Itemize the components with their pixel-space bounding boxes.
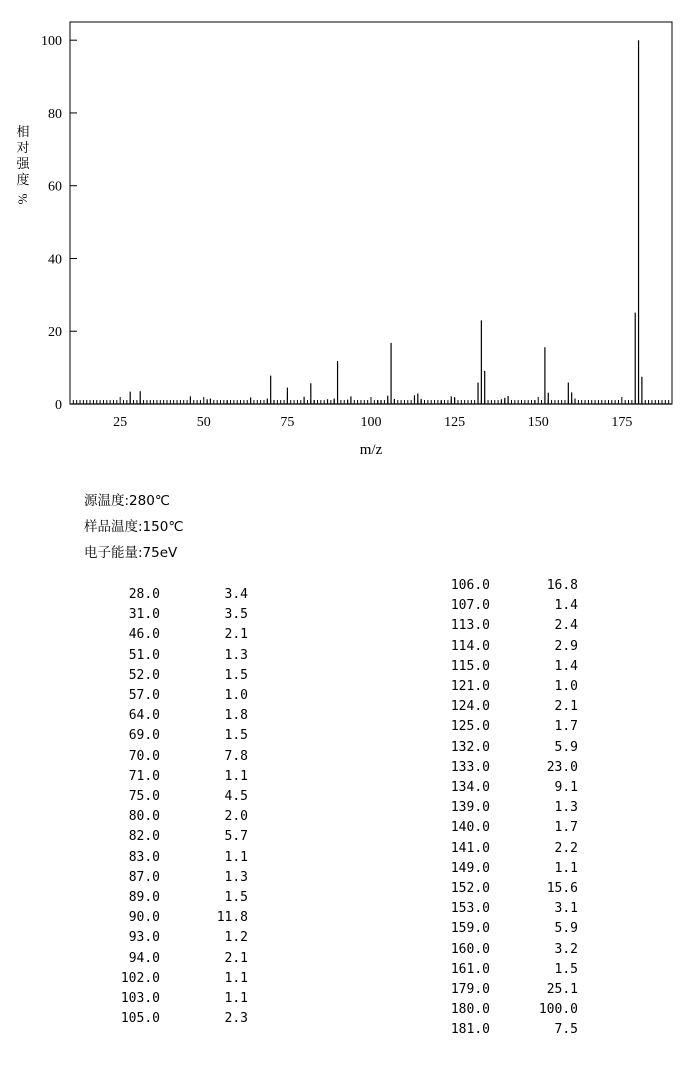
peak-mz: 107.0 bbox=[450, 598, 490, 614]
peak-mz: 64.0 bbox=[128, 708, 160, 724]
peak-intensity: 25.1 bbox=[546, 982, 578, 998]
peak-row bbox=[428, 839, 578, 859]
spectrum-peaks bbox=[130, 40, 642, 404]
peak-row bbox=[98, 868, 248, 888]
peak-mz: 75.0 bbox=[128, 789, 160, 805]
peak-mz: 102.0 bbox=[120, 970, 160, 986]
peak-row bbox=[428, 960, 578, 980]
peak-intensity: 100.0 bbox=[538, 1002, 578, 1018]
peak-row bbox=[428, 798, 578, 818]
peak-intensity: 1.2 bbox=[224, 930, 248, 946]
peak-mz: 153.0 bbox=[450, 901, 490, 917]
peak-intensity: 7.5 bbox=[554, 1022, 578, 1038]
electron-energy: 电子能量:75eV bbox=[84, 545, 178, 561]
y-axis-label-char-2: 强 bbox=[16, 157, 30, 172]
y-tick-label: 80 bbox=[48, 106, 62, 122]
peak-row bbox=[428, 1000, 578, 1020]
y-axis-label-char-0: 相 bbox=[16, 125, 30, 140]
peak-intensity: 2.1 bbox=[224, 627, 248, 643]
peak-intensity: 3.4 bbox=[224, 587, 248, 602]
peak-intensity: 11.8 bbox=[216, 910, 248, 926]
y-tick-label: 0 bbox=[55, 398, 62, 413]
peak-mz: 124.0 bbox=[450, 699, 490, 715]
x-tick-label: 100 bbox=[360, 415, 382, 430]
peak-mz: 106.0 bbox=[450, 578, 490, 593]
x-tick-label: 125 bbox=[444, 415, 466, 430]
peak-row bbox=[428, 657, 578, 677]
peak-intensity: 2.9 bbox=[554, 638, 578, 654]
peak-table-right bbox=[428, 576, 578, 1041]
peak-mz: 83.0 bbox=[128, 849, 160, 865]
peak-row bbox=[428, 697, 578, 717]
peak-intensity: 1.1 bbox=[224, 768, 248, 784]
y-tick-label: 100 bbox=[41, 34, 62, 50]
peak-row bbox=[98, 787, 248, 807]
peak-row bbox=[98, 888, 248, 908]
peak-intensity: 1.0 bbox=[554, 679, 578, 695]
peak-intensity: 2.0 bbox=[224, 809, 248, 825]
peak-intensity: 1.7 bbox=[554, 820, 578, 836]
peak-intensity: 2.3 bbox=[224, 1011, 248, 1027]
peak-row bbox=[98, 666, 248, 686]
peak-mz: 69.0 bbox=[128, 728, 160, 744]
peak-mz: 94.0 bbox=[128, 950, 160, 966]
peak-intensity: 9.1 bbox=[554, 780, 578, 796]
peak-mz: 114.0 bbox=[450, 638, 490, 654]
peak-table-left bbox=[98, 585, 248, 1029]
peak-row bbox=[428, 919, 578, 939]
peak-intensity: 1.5 bbox=[554, 961, 578, 977]
peak-mz: 134.0 bbox=[450, 780, 490, 796]
peak-row bbox=[98, 908, 248, 928]
peak-mz: 80.0 bbox=[128, 809, 160, 825]
peak-mz: 149.0 bbox=[450, 860, 490, 876]
peak-intensity: 1.5 bbox=[224, 667, 248, 683]
source-temperature: 源温度:280℃ bbox=[84, 493, 170, 509]
peak-row bbox=[98, 747, 248, 767]
peak-mz: 179.0 bbox=[450, 982, 490, 998]
peak-intensity: 4.5 bbox=[224, 789, 248, 805]
peak-mz: 28.0 bbox=[128, 587, 160, 602]
peak-row bbox=[428, 778, 578, 798]
peak-mz: 87.0 bbox=[128, 869, 160, 885]
peak-mz: 103.0 bbox=[120, 991, 160, 1007]
peak-intensity: 1.3 bbox=[224, 869, 248, 885]
peak-row bbox=[428, 637, 578, 657]
peak-mz: 133.0 bbox=[450, 759, 490, 775]
acquisition-parameters bbox=[84, 488, 183, 566]
peak-row bbox=[98, 767, 248, 787]
peak-mz: 46.0 bbox=[128, 627, 160, 643]
peak-mz: 121.0 bbox=[450, 679, 490, 695]
x-axis-label: m/z bbox=[359, 442, 383, 458]
peak-row bbox=[428, 1020, 578, 1040]
sample-temperature: 样品温度:150℃ bbox=[84, 519, 184, 535]
peak-row bbox=[98, 646, 248, 666]
peak-mz: 70.0 bbox=[128, 748, 160, 764]
x-tick-label: 175 bbox=[611, 415, 633, 430]
peak-intensity: 1.1 bbox=[224, 849, 248, 865]
y-tick-label: 40 bbox=[48, 252, 62, 268]
peak-row bbox=[98, 706, 248, 726]
x-tick-label: 50 bbox=[196, 415, 211, 430]
peak-row bbox=[428, 879, 578, 899]
peak-mz: 141.0 bbox=[450, 840, 490, 856]
peak-mz: 52.0 bbox=[128, 667, 160, 683]
y-axis-unit: % bbox=[15, 193, 30, 205]
peak-mz: 89.0 bbox=[128, 890, 160, 906]
peak-intensity: 23.0 bbox=[546, 759, 578, 775]
peak-mz: 132.0 bbox=[450, 739, 490, 755]
peak-mz: 57.0 bbox=[128, 688, 160, 704]
y-tick-label: 60 bbox=[48, 179, 62, 195]
peak-mz: 161.0 bbox=[450, 961, 490, 977]
peak-mz: 105.0 bbox=[120, 1011, 160, 1027]
peak-mz: 51.0 bbox=[128, 647, 160, 663]
peak-row bbox=[98, 686, 248, 706]
peak-intensity: 3.5 bbox=[224, 607, 248, 623]
peak-intensity: 7.8 bbox=[224, 748, 248, 764]
peak-intensity: 5.9 bbox=[554, 739, 578, 755]
peak-row bbox=[98, 989, 248, 1009]
peak-row bbox=[98, 1009, 248, 1029]
peak-intensity: 1.1 bbox=[224, 991, 248, 1007]
peak-intensity: 16.8 bbox=[546, 578, 578, 593]
mass-spectrum-chart bbox=[0, 0, 687, 470]
y-axis-label-char-1: 对 bbox=[16, 141, 30, 156]
peak-intensity: 15.6 bbox=[546, 881, 578, 897]
peak-mz: 115.0 bbox=[450, 658, 490, 674]
peak-row bbox=[428, 758, 578, 778]
peak-intensity: 1.1 bbox=[554, 860, 578, 876]
peak-row bbox=[428, 596, 578, 616]
peak-intensity: 1.7 bbox=[554, 719, 578, 735]
peak-mz: 139.0 bbox=[450, 800, 490, 816]
peak-row bbox=[428, 940, 578, 960]
peak-row bbox=[428, 677, 578, 697]
peak-row bbox=[428, 818, 578, 838]
x-tick-label: 25 bbox=[113, 415, 128, 430]
x-tick-label: 75 bbox=[280, 415, 295, 430]
peak-mz: 125.0 bbox=[450, 719, 490, 735]
peak-row bbox=[428, 717, 578, 737]
peak-intensity: 3.1 bbox=[554, 901, 578, 917]
spectrum-plot bbox=[0, 0, 687, 470]
peak-intensity: 2.1 bbox=[224, 950, 248, 966]
peak-intensity: 5.9 bbox=[554, 921, 578, 937]
peak-intensity: 2.1 bbox=[554, 699, 578, 715]
peak-row bbox=[428, 576, 578, 596]
peak-row bbox=[98, 726, 248, 746]
peak-row bbox=[428, 859, 578, 879]
peak-intensity: 1.8 bbox=[224, 708, 248, 724]
peak-intensity: 3.2 bbox=[554, 941, 578, 957]
peak-row bbox=[98, 928, 248, 948]
peak-row bbox=[98, 585, 248, 605]
peak-mz: 159.0 bbox=[450, 921, 490, 937]
peak-mz: 160.0 bbox=[450, 941, 490, 957]
peak-intensity: 2.2 bbox=[554, 840, 578, 856]
peak-mz: 181.0 bbox=[450, 1022, 490, 1038]
peak-intensity: 1.5 bbox=[224, 728, 248, 744]
peak-row bbox=[98, 969, 248, 989]
peak-mz: 31.0 bbox=[128, 607, 160, 623]
peak-row bbox=[428, 899, 578, 919]
peak-intensity: 1.3 bbox=[224, 647, 248, 663]
peak-row bbox=[98, 949, 248, 969]
peak-intensity: 1.0 bbox=[224, 688, 248, 704]
peak-intensity: 1.1 bbox=[224, 970, 248, 986]
peak-intensity: 1.5 bbox=[224, 890, 248, 906]
peak-row bbox=[98, 827, 248, 847]
peak-mz: 82.0 bbox=[128, 829, 160, 845]
peak-row bbox=[428, 616, 578, 636]
y-tick-label: 20 bbox=[48, 325, 62, 341]
plot-frame bbox=[70, 22, 672, 404]
peak-row bbox=[428, 738, 578, 758]
x-tick-label: 150 bbox=[527, 415, 549, 430]
peak-mz: 113.0 bbox=[450, 618, 490, 634]
peak-row bbox=[98, 848, 248, 868]
y-axis-label-char-3: 度 bbox=[16, 173, 30, 188]
peak-intensity: 5.7 bbox=[224, 829, 248, 845]
peak-intensity: 1.4 bbox=[554, 598, 578, 614]
peak-row bbox=[98, 625, 248, 645]
peak-intensity: 2.4 bbox=[554, 618, 578, 634]
peak-mz: 93.0 bbox=[128, 930, 160, 946]
peak-intensity: 1.3 bbox=[554, 800, 578, 816]
peak-mz: 152.0 bbox=[450, 881, 490, 897]
peak-mz: 90.0 bbox=[128, 910, 160, 926]
peak-row bbox=[98, 605, 248, 625]
peak-mz: 180.0 bbox=[450, 1002, 490, 1018]
peak-row bbox=[428, 980, 578, 1000]
peak-mz: 71.0 bbox=[128, 768, 160, 784]
peak-mz: 140.0 bbox=[450, 820, 490, 836]
y-axis-label bbox=[14, 125, 32, 207]
peak-row bbox=[98, 807, 248, 827]
peak-intensity: 1.4 bbox=[554, 658, 578, 674]
